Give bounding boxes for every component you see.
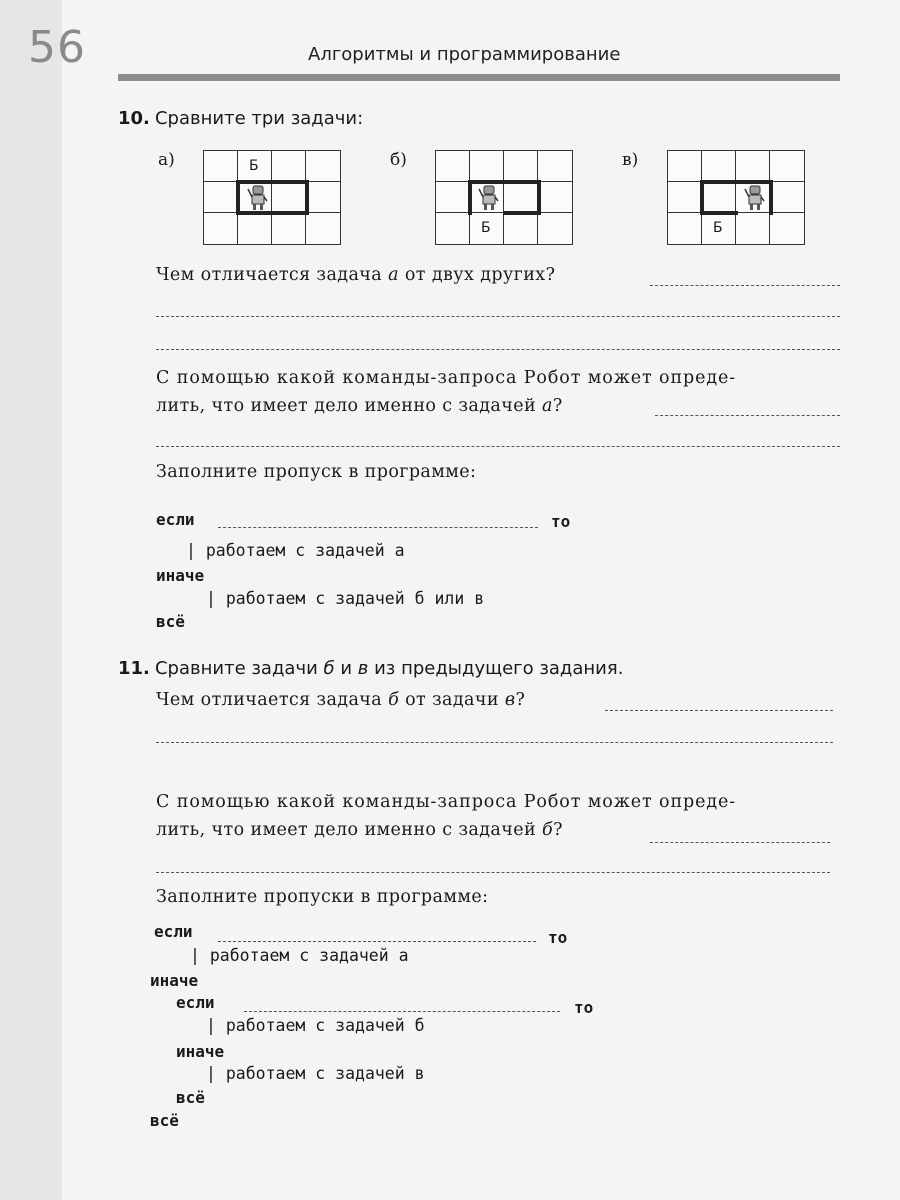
task-11-fill-prompt: Заполните пропуски в программе:: [156, 887, 489, 907]
code-then: то: [548, 928, 568, 947]
code-inner-if: если: [176, 993, 215, 1012]
answer-line[interactable]: [156, 446, 840, 447]
task-11-heading: 11. Сравните задачи б и в из предыдущего задания.: [118, 658, 624, 679]
code-then: то: [551, 512, 571, 531]
code-end: всё: [150, 1111, 179, 1130]
code-branch-1: | работаем с задачей а: [190, 946, 409, 965]
answer-line[interactable]: [156, 872, 830, 873]
code-inner-branch-1: | работаем с задачей б: [206, 1016, 425, 1035]
code-if: если: [156, 510, 195, 529]
code-inner-then: то: [574, 998, 594, 1017]
condition-blank[interactable]: [218, 527, 538, 528]
robot-icon: [247, 183, 269, 211]
figure-b-grid: [435, 150, 573, 245]
condition-blank[interactable]: [218, 941, 536, 942]
code-if: если: [154, 922, 193, 941]
page-margin: [0, 0, 62, 1200]
running-title: Алгоритмы и программирование: [308, 44, 621, 65]
figure-c-wall-bottom: [700, 211, 738, 215]
figure-c-label: в): [622, 150, 639, 170]
header-rule: [118, 74, 840, 81]
code-end: всё: [156, 612, 185, 631]
answer-line[interactable]: [650, 842, 830, 843]
robot-icon: [478, 183, 500, 211]
figure-b-label: б): [390, 150, 407, 170]
answer-line[interactable]: [156, 349, 840, 350]
figure-a-cell-letter: Б: [249, 158, 259, 174]
figure-a-wall-bottom: [236, 211, 308, 215]
answer-line[interactable]: [156, 316, 840, 317]
condition-blank[interactable]: [244, 1011, 560, 1012]
code-inner-else: иначе: [176, 1042, 225, 1061]
answer-line[interactable]: [156, 742, 833, 743]
task-10-question-2-line2: лить, что имеет дело именно с задачей а?: [156, 396, 563, 416]
code-inner-branch-2: | работаем с задачей в: [206, 1064, 425, 1083]
robot-icon: [744, 183, 766, 211]
code-inner-end: всё: [176, 1088, 205, 1107]
task-10-question-2-line1: С помощью какой команды-запроса Робот может опреде-: [156, 368, 737, 388]
figure-c-wall-left: [700, 180, 704, 215]
code-branch-1: | работаем с задачей а: [186, 541, 405, 560]
figure-a-wall-left: [236, 180, 240, 214]
answer-line[interactable]: [655, 415, 840, 416]
answer-line[interactable]: [650, 285, 840, 286]
code-else: иначе: [150, 971, 199, 990]
figure-b-wall-bottom: [503, 211, 541, 215]
task-number: 10.: [118, 108, 150, 129]
figure-c-wall-right: [769, 180, 773, 215]
figure-c-cell-letter: Б: [713, 220, 723, 236]
answer-line[interactable]: [605, 710, 833, 711]
task-11-question-2-line2: лить, что имеет дело именно с задачей б?: [156, 820, 563, 840]
task-title: Сравните три задачи:: [154, 108, 364, 129]
figure-a-label: а): [158, 150, 175, 170]
figure-a-wall-right: [305, 180, 309, 215]
figure-b-wall-right: [537, 180, 541, 215]
task-10-heading: [118, 108, 363, 129]
task-number: 11.: [118, 658, 150, 679]
figure-c-grid: [667, 150, 805, 245]
code-branch-2: | работаем с задачей б или в: [206, 589, 485, 608]
code-else: иначе: [156, 566, 205, 585]
task-10-fill-prompt: Заполните пропуск в программе:: [156, 462, 477, 482]
task-11-question-2-line1: С помощью какой команды-запроса Робот может опреде-: [156, 792, 737, 812]
task-10-question-1: Чем отличается задача а от двух других?: [156, 265, 556, 285]
page-number: 56: [28, 22, 86, 73]
task-11-question-1: Чем отличается задача б от задачи в?: [156, 690, 526, 710]
figure-b-wall-left: [468, 180, 472, 215]
figure-a-grid: [203, 150, 341, 245]
figure-b-cell-letter: Б: [481, 220, 491, 236]
